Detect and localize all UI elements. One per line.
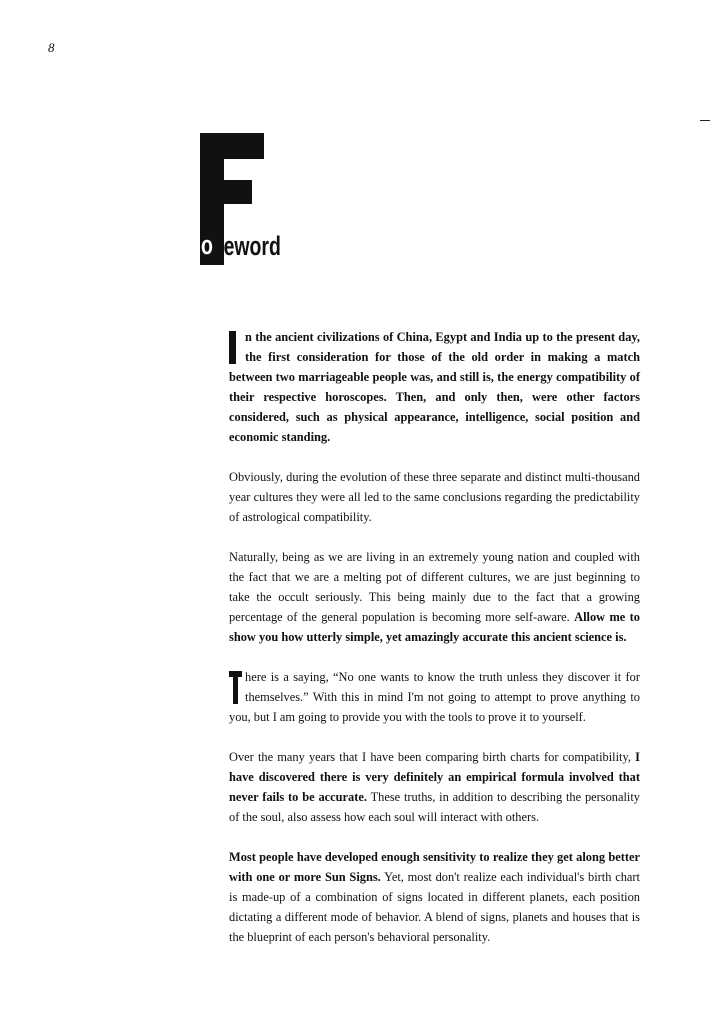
paragraph-text: Over the many years that I have been comparing birth charts for compatibility,	[229, 750, 636, 764]
drop-cap	[229, 331, 240, 365]
heading-o-letter: o	[201, 230, 213, 260]
paragraph	[229, 467, 640, 527]
paragraph	[229, 667, 640, 727]
paragraph	[229, 327, 640, 447]
margin-mark	[700, 120, 710, 121]
paragraph	[229, 747, 640, 827]
paragraph-text: Yet, most don't realize each individual's birth chart is made-up of a combination of signs located in different planets, each position dictating a different mode of behavior. A blend of signs, planets and houses that is the blueprint of each person's behavioral personality.	[229, 870, 640, 944]
paragraph-text: These truths, in addition to describing the personality of the soul, also assess how each soul will interact with others.	[229, 790, 641, 824]
paragraph-emphasis: I have discovered there is very definitely an empirical formula involved that never fails to be accurate.	[229, 750, 640, 804]
paragraph-text: Naturally, being as we are living in an extremely young nation and coupled with the fact that we are a melting pot of different cultures, we are just beginning to take the occult seriously. This being mainly due to the fact that a growing percentage of the general population is becoming more self-aware.	[229, 550, 640, 624]
paragraph-text: here is a saying, “No one wants to know the truth unless they discover it for themselves.” With this in mind I'm not going to attempt to prove anything to you, but I am going to provide you with the tools to prove it to yourself.	[229, 670, 640, 724]
paragraph	[229, 847, 640, 947]
drop-cap	[229, 671, 240, 705]
article-body	[229, 327, 640, 967]
paragraph-text: n the ancient civilizations of China, Egypt and India up to the present day, the first consideration for those of the old order in making a match between two marriageable people was, and still is, the energy compatibility of their respective horoscopes. Then, and only then, were other factors considered, such as physical appearance, intelligence, social position and economic standing.	[229, 330, 640, 444]
paragraph-emphasis: Most people have developed enough sensitivity to realize they get along better with one or more Sun Signs.	[229, 850, 640, 884]
paragraph	[229, 547, 640, 647]
paragraph-emphasis: Allow me to show you how utterly simple, yet amazingly accurate this ancient science is.	[229, 610, 640, 644]
page-title: reword	[216, 231, 281, 261]
page-number: 8	[48, 40, 55, 55]
paragraph-text: Obviously, during the evolution of these three separate and distinct multi-thousand year cultures they were all led to the same conclusions regarding the predictability of astrological compatibility.	[229, 470, 640, 524]
